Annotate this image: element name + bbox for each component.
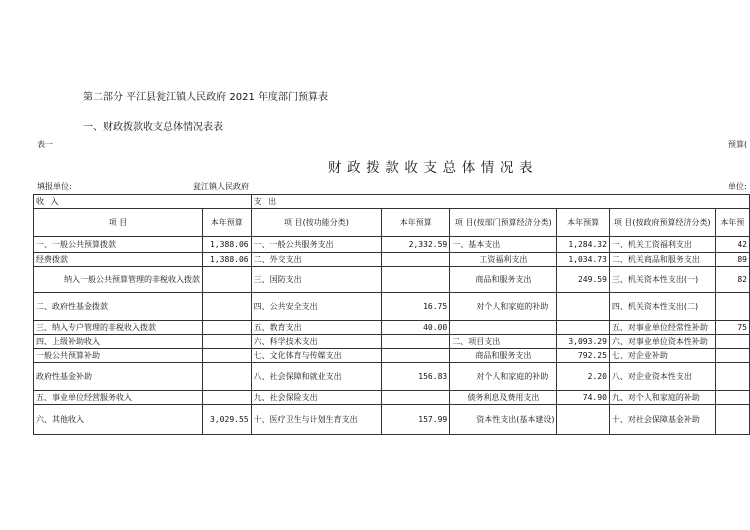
filler-name: 瓮江镇人民政府 bbox=[193, 182, 249, 191]
gov-item: 七、对企业补助 bbox=[609, 349, 715, 363]
income-amount: 1,388.06 bbox=[203, 237, 252, 253]
unit-label: 单位: bbox=[728, 182, 747, 191]
col-budget-4: 本年预 bbox=[715, 209, 749, 237]
col-by-function: 项 目(按功能分类) bbox=[251, 209, 382, 237]
gov-item: 三、机关资本性支出(一) bbox=[609, 267, 715, 293]
income-item: 五、事业单位经营服务收入 bbox=[34, 391, 203, 405]
income-item: 一、一般公共预算拨款 bbox=[34, 237, 203, 253]
econ-amount: 2.20 bbox=[557, 363, 609, 391]
function-item: 四、公共安全支出 bbox=[251, 293, 382, 321]
income-amount bbox=[203, 267, 252, 293]
gov-item: 十、对社会保障基金补助 bbox=[609, 405, 715, 435]
econ-amount: 249.59 bbox=[557, 267, 609, 293]
col-budget-3: 本年预算 bbox=[557, 209, 609, 237]
function-item: 三、国防支出 bbox=[251, 267, 382, 293]
part-title: 第二部分 平江县瓮江镇人民政府 2021 年度部门预算表 bbox=[83, 92, 328, 103]
table-row bbox=[34, 253, 750, 267]
econ-amount: 792.25 bbox=[557, 349, 609, 363]
function-item: 一、一般公共服务支出 bbox=[251, 237, 382, 253]
function-item: 八、社会保障和就业支出 bbox=[251, 363, 382, 391]
budget-label: 预算( bbox=[728, 140, 748, 149]
function-item: 二、外交支出 bbox=[251, 253, 382, 267]
function-item: 五、教育支出 bbox=[251, 321, 382, 335]
econ-item: 工资福利支出 bbox=[450, 253, 557, 267]
income-item: 四、上级补助收入 bbox=[34, 335, 203, 349]
function-amount bbox=[382, 391, 450, 405]
gov-item: 九、对个人和家庭的补助 bbox=[609, 391, 715, 405]
function-item: 九、社会保险支出 bbox=[251, 391, 382, 405]
function-amount bbox=[382, 349, 450, 363]
income-amount bbox=[203, 321, 252, 335]
income-item: 经费拨款 bbox=[34, 253, 203, 267]
function-amount bbox=[382, 267, 450, 293]
table-row bbox=[34, 293, 750, 321]
gov-amount: 82 bbox=[715, 267, 749, 293]
table-row bbox=[34, 391, 750, 405]
gov-item: 二、机关商品和服务支出 bbox=[609, 253, 715, 267]
gov-item: 四、机关资本性支出(二) bbox=[609, 293, 715, 321]
function-item: 六、科学技术支出 bbox=[251, 335, 382, 349]
income-amount bbox=[203, 391, 252, 405]
income-item: 一般公共预算补助 bbox=[34, 349, 203, 363]
econ-amount bbox=[557, 321, 609, 335]
gov-amount bbox=[715, 405, 749, 435]
income-item: 三、纳入专户管理的非税收入拨款 bbox=[34, 321, 203, 335]
income-amount bbox=[203, 363, 252, 391]
section-title: 一、财政拨款收支总体情况表表 bbox=[83, 122, 223, 133]
econ-amount: 74.90 bbox=[557, 391, 609, 405]
income-amount: 3,029.55 bbox=[203, 405, 252, 435]
function-amount: 156.83 bbox=[382, 363, 450, 391]
gov-item: 五、对事业单位经常性补助 bbox=[609, 321, 715, 335]
function-item: 七、文化体育与传媒支出 bbox=[251, 349, 382, 363]
gov-amount bbox=[715, 335, 749, 349]
econ-item: 一、基本支出 bbox=[450, 237, 557, 253]
function-amount: 16.75 bbox=[382, 293, 450, 321]
budget-table bbox=[33, 194, 750, 435]
econ-item: 商品和服务支出 bbox=[450, 349, 557, 363]
table-row bbox=[34, 335, 750, 349]
report-title: 财政拨款收支总体情况表 bbox=[328, 160, 539, 176]
income-amount bbox=[203, 349, 252, 363]
income-header: 收 入 bbox=[34, 195, 252, 209]
function-amount: 157.99 bbox=[382, 405, 450, 435]
gov-amount bbox=[715, 363, 749, 391]
econ-amount bbox=[557, 293, 609, 321]
gov-amount: 89 bbox=[715, 253, 749, 267]
function-item: 十、医疗卫生与计划生育支出 bbox=[251, 405, 382, 435]
col-budget-2: 本年预算 bbox=[382, 209, 450, 237]
table-row bbox=[34, 267, 750, 293]
income-amount bbox=[203, 293, 252, 321]
income-item: 纳入一般公共预算管理的非税收入拨款 bbox=[34, 267, 203, 293]
col-item: 项 目 bbox=[34, 209, 203, 237]
gov-amount: 75 bbox=[715, 321, 749, 335]
table-row bbox=[34, 363, 750, 391]
econ-item: 对个人和家庭的补助 bbox=[450, 293, 557, 321]
table-row bbox=[34, 321, 750, 335]
function-amount bbox=[382, 335, 450, 349]
econ-item: 债务利息及费用支出 bbox=[450, 391, 557, 405]
function-amount bbox=[382, 253, 450, 267]
income-amount: 1,388.06 bbox=[203, 253, 252, 267]
econ-item: 商品和服务支出 bbox=[450, 267, 557, 293]
table-row bbox=[34, 405, 750, 435]
table-row bbox=[34, 349, 750, 363]
econ-amount: 3,093.29 bbox=[557, 335, 609, 349]
econ-amount bbox=[557, 405, 609, 435]
gov-item: 六、对事业单位资本性补助 bbox=[609, 335, 715, 349]
expense-header: 支 出 bbox=[251, 195, 749, 209]
income-item: 政府性基金补助 bbox=[34, 363, 203, 391]
econ-item: 资本性支出(基本建设) bbox=[450, 405, 557, 435]
income-amount bbox=[203, 335, 252, 349]
gov-amount bbox=[715, 349, 749, 363]
col-budget: 本年预算 bbox=[203, 209, 252, 237]
table-row bbox=[34, 237, 750, 253]
econ-item: 二、项目支出 bbox=[450, 335, 557, 349]
function-amount: 40.00 bbox=[382, 321, 450, 335]
gov-amount: 42 bbox=[715, 237, 749, 253]
function-amount: 2,332.59 bbox=[382, 237, 450, 253]
col-by-econ: 项 目(按部门预算经济分类) bbox=[450, 209, 557, 237]
gov-amount bbox=[715, 391, 749, 405]
econ-item: 对个人和家庭的补助 bbox=[450, 363, 557, 391]
econ-item bbox=[450, 321, 557, 335]
filler-label: 填报单位: bbox=[37, 182, 72, 191]
econ-amount: 1,284.32 bbox=[557, 237, 609, 253]
col-by-gov-econ: 项 目(按政府预算经济分类) bbox=[609, 209, 715, 237]
gov-item: 一、机关工资福利支出 bbox=[609, 237, 715, 253]
gov-item: 八、对企业资本性支出 bbox=[609, 363, 715, 391]
table-label: 表一 bbox=[37, 140, 53, 149]
income-item: 二、政府性基金拨款 bbox=[34, 293, 203, 321]
gov-amount bbox=[715, 293, 749, 321]
econ-amount: 1,034.73 bbox=[557, 253, 609, 267]
income-item: 六、其他收入 bbox=[34, 405, 203, 435]
